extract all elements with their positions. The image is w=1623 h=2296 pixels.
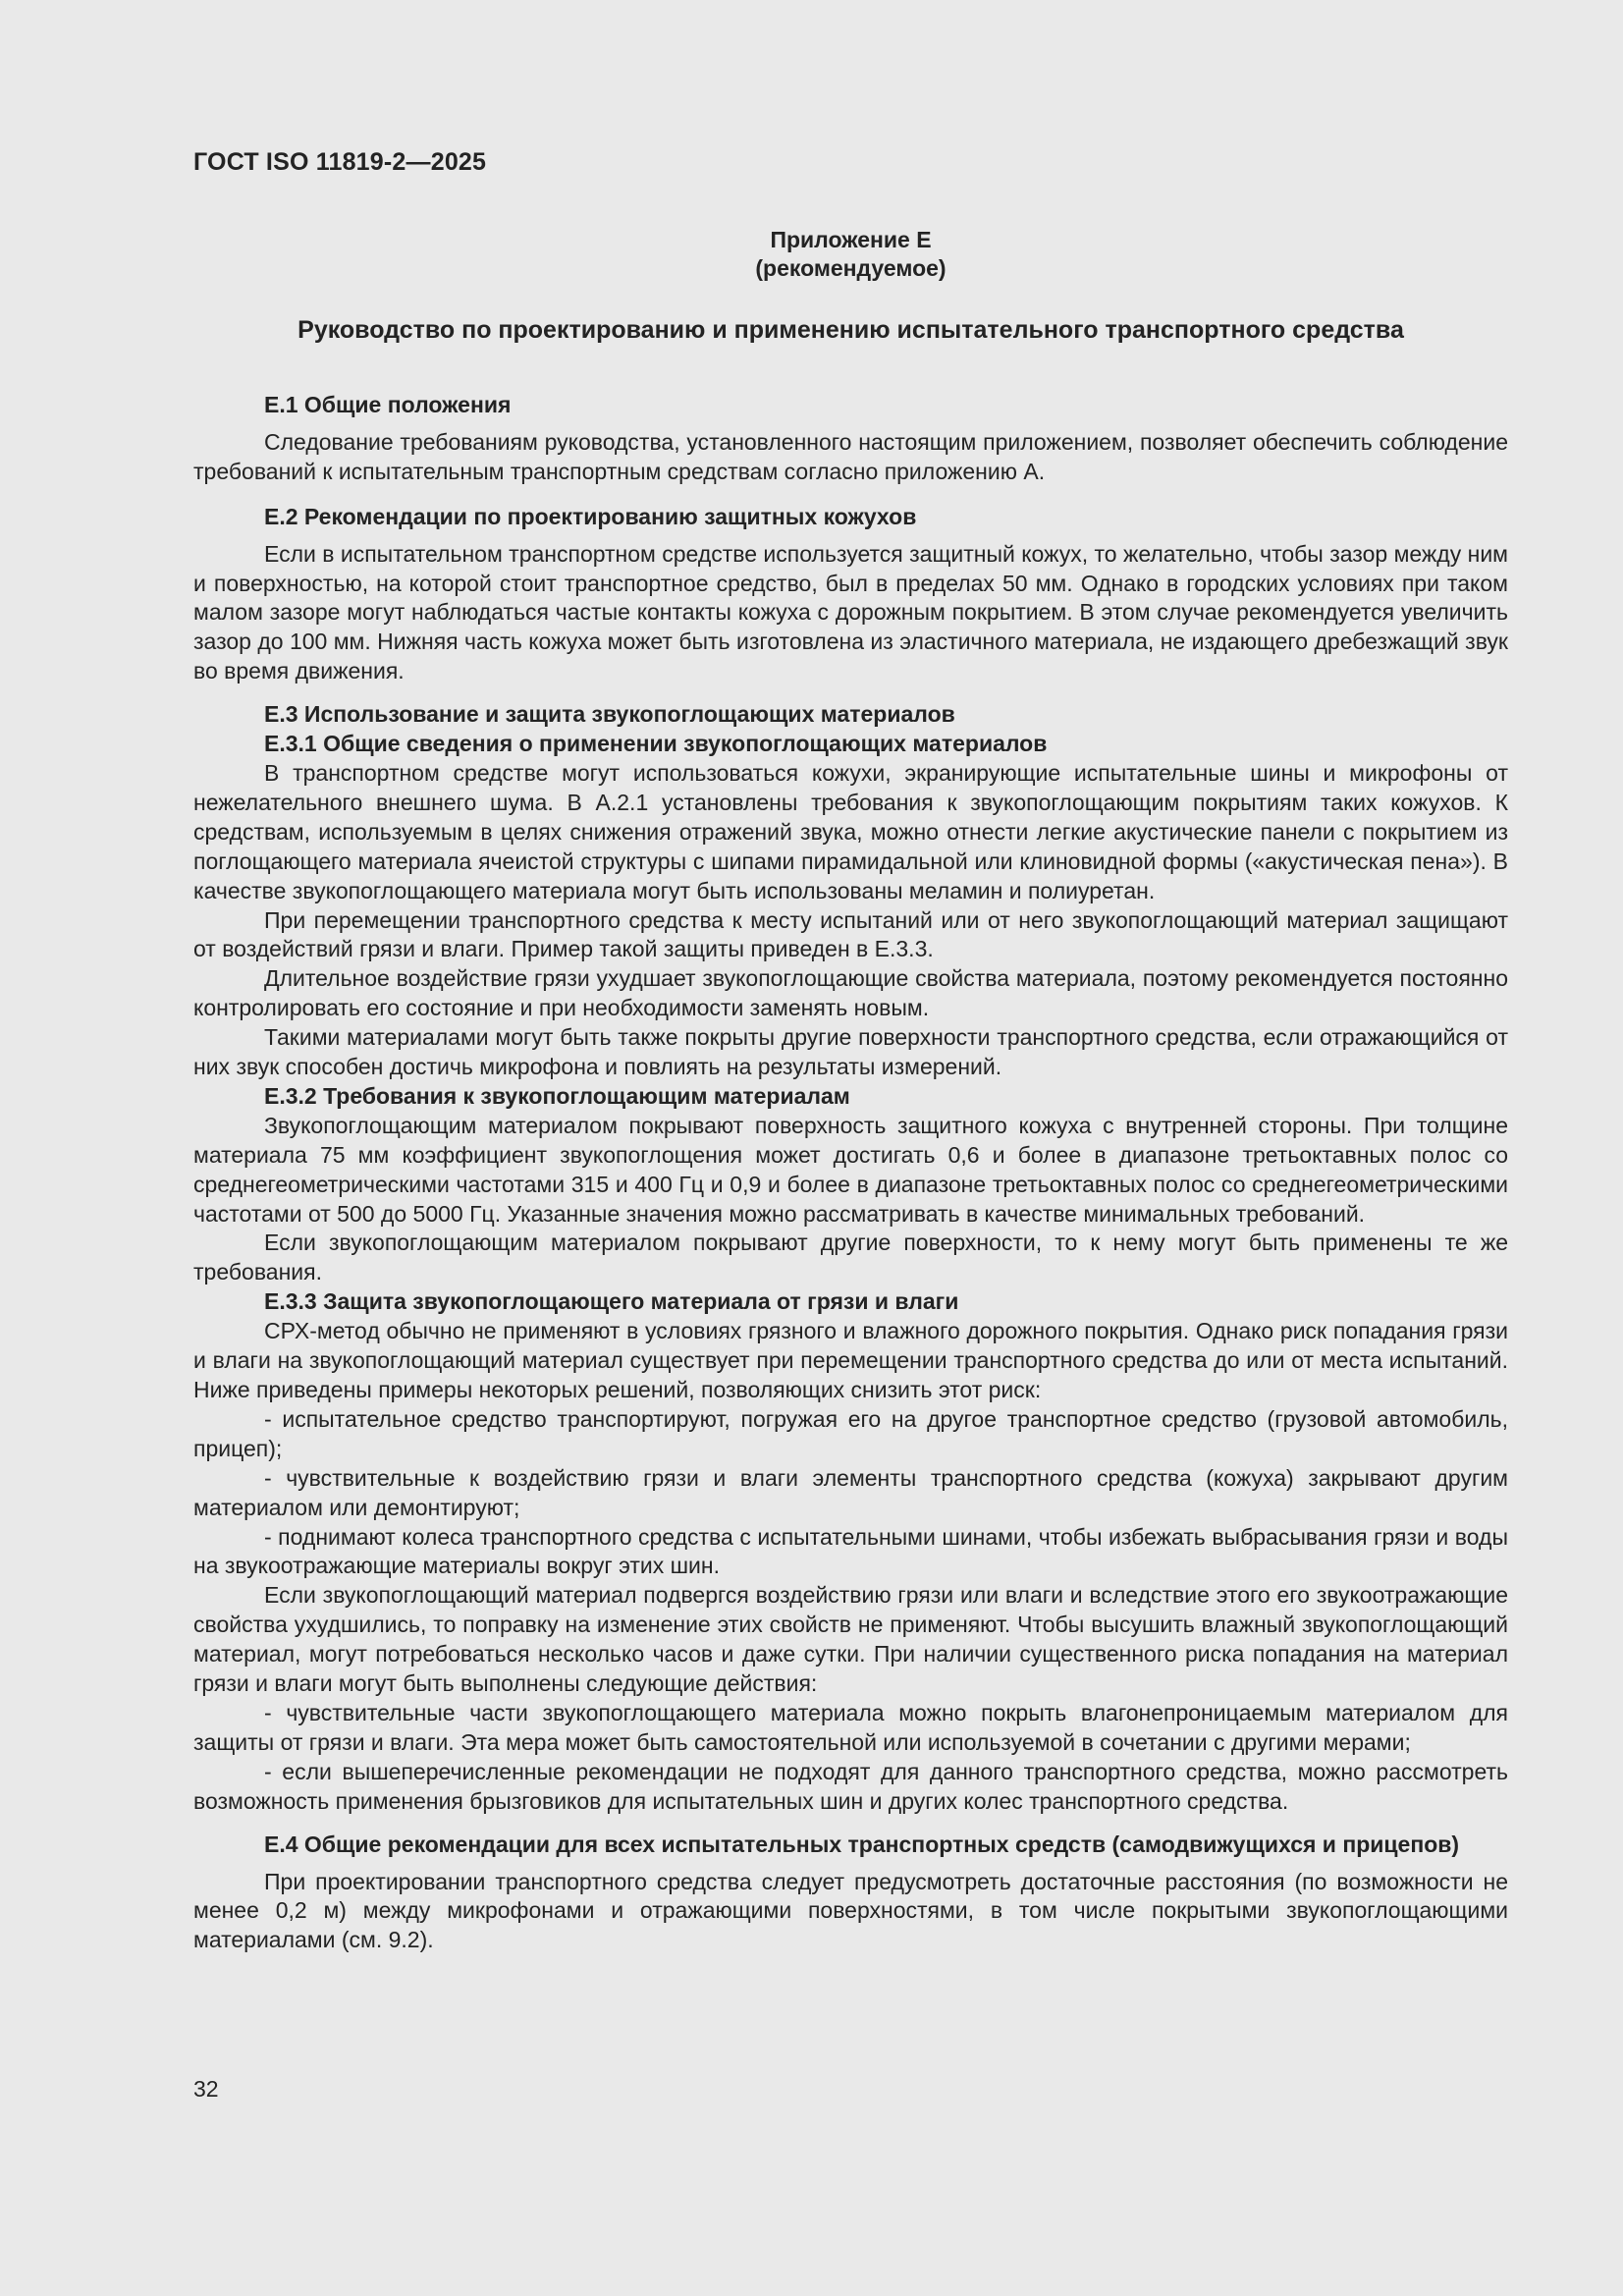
section-e33-list-item-4: - чувствительные части звукопоглощающего материала можно покрыть влагонепроницаемым материалом для защиты от грязи и влаги. Эта мера может быть самостоятельной или используемой в сочетании с другими мерами; <box>193 1699 1508 1755</box>
section-e3-heading: Е.3 Использование и защита звукопоглощающих материалов <box>264 701 955 728</box>
document-code-header: ГОСТ ISO 11819-2—2025 <box>193 148 487 176</box>
document-body <box>193 391 1508 1955</box>
section-e33-paragraph-1: СРХ-метод обычно не применяют в условиях грязного и влажного дорожного покрытия. Однако риск попадания грязи и влаги на звукопоглощающий материал существует при перемещении транспортного средства до или от места испытаний. Ниже приведены примеры некоторых решений, позволяющих снизить этот риск: <box>193 1318 1508 1402</box>
section-e33-list-item-1: - испытательное средство транспортируют, погружая его на другое транспортное средство (грузовой автомобиль, прицеп); <box>193 1405 1508 1461</box>
section-e31-paragraph-2: При перемещении транспортного средства к месту испытаний или от него звукопоглощающий материал защищают от воздействий грязи и влаги. Пример такой защиты приведен в Е.3.3. <box>193 906 1508 962</box>
section-e2-paragraph: Если в испытательном транспортном средстве используется защитный кожух, то желательно, чтобы зазор между ним и поверхностью, на которой стоит транспортное средство, был в пределах 50 мм. Однако в городских условиях при таком малом зазоре могут наблюдаться частые контакты кожуха с дорожным покрытием. В этом случае рекомендуется увеличить зазор до 100 мм. Нижняя часть кожуха может быть изготовлена из эластичного материала, не издающего дребезжащий звук во время движения. <box>193 540 1508 684</box>
section-e31-paragraph-4: Такими материалами могут быть также покрыты другие поверхности транспортного средства, если отражающийся от них звук способен достичь микрофона и повлиять на результаты измерений. <box>193 1024 1508 1080</box>
section-e2-heading: Е.2 Рекомендации по проектированию защитных кожухов <box>264 503 917 529</box>
annex-heading <box>193 226 1508 283</box>
section-e1-paragraph: Следование требованиям руководства, установленного настоящим приложением, позволяет обеспечить соблюдение требований к испытательным транспортным средствам согласно приложению А. <box>193 428 1508 484</box>
section-e31-paragraph-3: Длительное воздействие грязи ухудшает звукопоглощающие свойства материала, поэтому рекомендуется постоянно контролировать его состояние и при необходимости заменять новым. <box>193 965 1508 1021</box>
annex-status: (рекомендуемое) <box>755 255 947 281</box>
section-e1-heading: Е.1 Общие положения <box>264 392 512 417</box>
section-e31-paragraph-1: В транспортном средстве могут использоваться кожухи, экранирующие испытательные шины и микрофоны от нежелательного внешнего шума. В А.2.1 установлены требования к звукопоглощающим покрытиям таких кожухов. К средствам, используемым в целях снижения отражений звука, можно отнести легкие акустические панели с покрытием из поглощающего материала ячеистой структуры с шипами пирамидальной или клиновидной формы («акустическая пена»). В качестве звукопоглощающего материала могут быть использованы меламин и полиуретан. <box>193 759 1508 903</box>
page-number: 32 <box>193 2076 219 2102</box>
annex-label: Приложение Е <box>770 227 932 252</box>
section-e33-list-item-2: - чувствительные к воздействию грязи и влаги элементы транспортного средства (кожуха) закрывают другим материалом или демонтируют; <box>193 1464 1508 1520</box>
document-page <box>193 0 1508 2296</box>
section-e4-paragraph: При проектировании транспортного средства следует предусмотреть достаточные расстояния (по возможности не менее 0,2 м) между микрофонами и отражающими поверхностями, в том числе покрытыми звукопоглощающими материалами (см. 9.2). <box>193 1868 1508 1953</box>
section-e33-heading: Е.3.3 Защита звукопоглощающего материала от грязи и влаги <box>264 1288 959 1315</box>
section-e33-paragraph-2: Если звукопоглощающий материал подвергся воздействию грязи или влаги и вследствие этого его звукоотражающие свойства ухудшились, то поправку на изменение этих свойств не применяют. Чтобы высушить влажный звукопоглощающий материал, могут потребоваться несколько часов и даже сутки. При наличии существенного риска попадания на материал грязи и влаги могут быть выполнены следующие действия: <box>193 1582 1508 1697</box>
section-e31-heading: Е.3.1 Общие сведения о применении звукопоглощающих материалов <box>264 731 1048 757</box>
annex-title: Руководство по проектированию и применению испытательного транспортного средства <box>298 316 1404 344</box>
section-e33-list-item-5: - если вышеперечисленные рекомендации не подходят для данного транспортного средства, можно рассмотреть возможность применения брызговиков для испытательных шин и других колес транспортного средства. <box>193 1758 1508 1814</box>
section-e32-paragraph-1: Звукопоглощающим материалом покрывают поверхность защитного кожуха с внутренней стороны. При толщине материала 75 мм коэффициент звукопоглощения может достигать 0,6 и более в диапазоне третьоктавных полос со среднегеометрическими частотами 315 и 400 Гц и 0,9 и более в диапазоне третьоктавных полос со среднегеометрическими частотами от 500 до 5000 Гц. Указанные значения можно рассматривать в качестве минимальных требований. <box>193 1112 1508 1227</box>
section-e4-heading: Е.4 Общие рекомендации для всех испытательных транспортных средств (самодвижущихся и прицепов) <box>264 1831 1460 1857</box>
section-e33-list-item-3: - поднимают колеса транспортного средства с испытательными шинами, чтобы избежать выбрасывания грязи и воды на звукоотражающие материалы вокруг этих шин. <box>193 1523 1508 1579</box>
section-e32-paragraph-2: Если звукопоглощающим материалом покрывают другие поверхности, то к нему могут быть применены те же требования. <box>193 1230 1508 1285</box>
section-e32-heading: Е.3.2 Требования к звукопоглощающим материалам <box>264 1082 850 1109</box>
